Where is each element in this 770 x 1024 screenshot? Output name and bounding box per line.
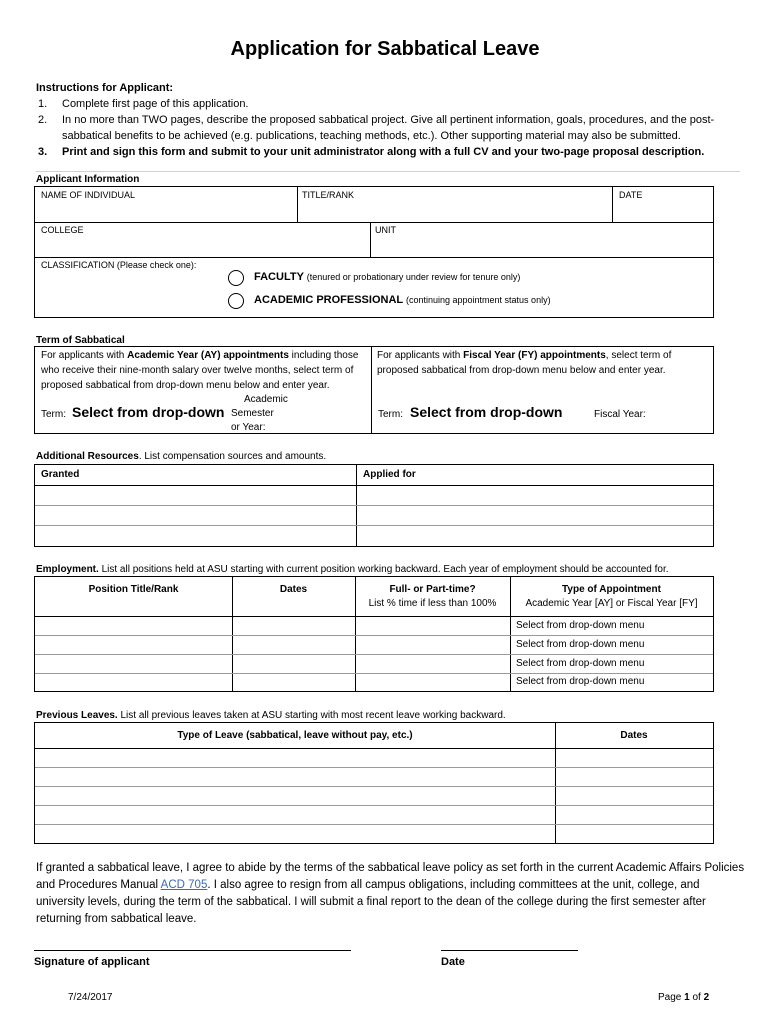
col-divider xyxy=(370,222,371,257)
fullpart-header: Full- or Part-time? xyxy=(389,584,476,595)
col-divider xyxy=(297,187,298,222)
row-divider xyxy=(35,525,713,526)
ay-text-bold: Academic Year (AY) appointments xyxy=(127,350,289,361)
leaves-label-note: List all previous leaves taken at ASU starting with most recent leave working backward. xyxy=(117,710,506,721)
type-header: Type of Appointment xyxy=(562,584,661,595)
signature-date-label: Date xyxy=(441,956,465,968)
date-label: DATE xyxy=(619,190,643,200)
instruction-item xyxy=(36,96,748,112)
footer-date: 7/24/2017 xyxy=(68,992,113,1003)
granted-header: Granted xyxy=(41,469,80,480)
applicant-section-label: Applicant Information xyxy=(36,174,140,185)
page-title: Application for Sabbatical Leave xyxy=(230,38,540,60)
row-divider xyxy=(35,748,713,749)
name-label: NAME OF INDIVIDUAL xyxy=(41,190,136,200)
leave-type-header: Type of Leave (sabbatical, leave without pay, etc.) xyxy=(177,730,413,741)
page-total: 2 xyxy=(703,992,710,1003)
page-current: 1 xyxy=(684,992,690,1003)
agreement-statement xyxy=(36,860,746,928)
academic-semester-label xyxy=(231,393,288,435)
fullpart-subheader: List % time if less than 100% xyxy=(368,598,497,609)
employment-label-bold: Employment. xyxy=(36,564,99,575)
section-divider xyxy=(36,171,740,172)
resources-section-label xyxy=(36,451,326,462)
year-label-line: or Year: xyxy=(231,422,266,433)
academic-professional-option xyxy=(254,294,551,306)
instruction-text: Print and sign this form and submit to your unit administrator along with a full CV and your two-page proposal description. xyxy=(62,146,705,158)
row-divider xyxy=(35,673,713,674)
row-divider xyxy=(35,616,713,617)
instruction-text: In no more than TWO pages, describe the proposed sabbatical project. Give all pertinent information, goals, procedures, and the post-sabbatical benefits to be achieved (e.g. publications, teaching methods, etc.). Other supporting material may also be submitted. xyxy=(62,114,715,142)
academic-professional-option-note: (continuing appointment status only) xyxy=(405,295,551,305)
term-table xyxy=(34,346,714,434)
page-number xyxy=(658,992,709,1003)
fy-text-pre: For applicants with xyxy=(377,350,464,361)
resources-table xyxy=(34,464,714,547)
leaves-label-bold: Previous Leaves. xyxy=(36,710,118,721)
position-header: Position Title/Rank xyxy=(88,584,179,595)
fy-text-post: , select term of proposed sabbatical from drop-down menu below and enter year. xyxy=(377,350,672,376)
row-divider xyxy=(35,824,713,825)
applicant-info-table xyxy=(34,186,714,318)
signature-line[interactable] xyxy=(34,950,351,951)
instructions-heading: Instructions for Applicant: xyxy=(36,82,174,94)
name-field[interactable] xyxy=(41,190,135,200)
of-word: of xyxy=(689,992,704,1003)
title-field[interactable] xyxy=(302,190,354,200)
unit-label: UNIT xyxy=(375,225,396,235)
classification-label: CLASSIFICATION (Please check one): xyxy=(41,260,197,270)
faculty-option-label: FACULTY xyxy=(254,271,304,283)
type-subheader: Academic Year [AY] or Fiscal Year [FY] xyxy=(525,598,698,609)
appointment-type-dropdown[interactable]: Select from drop-down menu xyxy=(516,639,645,650)
col-divider xyxy=(555,723,556,843)
ay-term-dropdown[interactable]: Select from drop-down xyxy=(72,404,225,420)
ay-text-post: including those who receive their nine-month salary over twelve months, select term of proposed sabbatical from drop-down menu below and enter year. xyxy=(41,350,359,391)
ay-instructions xyxy=(41,348,369,393)
academic-label-line: Academic xyxy=(244,394,288,405)
academic-professional-radio[interactable] xyxy=(228,293,244,309)
instruction-text: Complete first page of this application. xyxy=(62,98,249,110)
resources-label-bold: Additional Resources xyxy=(36,451,139,462)
appointment-type-dropdown[interactable]: Select from drop-down menu xyxy=(516,620,645,631)
dates-header: Dates xyxy=(279,584,308,595)
row-divider xyxy=(35,767,713,768)
employment-section-label xyxy=(36,564,669,575)
fy-term-dropdown[interactable]: Select from drop-down xyxy=(410,404,563,420)
faculty-option xyxy=(254,271,520,283)
applied-for-header: Applied for xyxy=(363,469,416,480)
fy-instructions xyxy=(377,348,707,378)
row-divider xyxy=(35,505,713,506)
appointment-type-dropdown[interactable]: Select from drop-down menu xyxy=(516,658,645,669)
ay-term-label: Term: xyxy=(41,409,66,420)
employment-label-note: List all positions held at ASU starting with current position working backward. Each year of employment should be accounted for. xyxy=(98,564,669,575)
signature-label: Signature of applicant xyxy=(34,956,150,968)
unit-field[interactable] xyxy=(375,225,396,235)
leave-dates-header: Dates xyxy=(620,730,648,741)
page-word: Page xyxy=(658,992,685,1003)
instructions-list xyxy=(36,96,748,160)
instruction-item xyxy=(36,112,748,144)
row-divider xyxy=(35,635,713,636)
statement-text-2: . I also agree to resign from all campus obligations, including committees at the unit, college, and university levels, during the term of the sabbatical. I will submit a final report to the dean of the college during the first semester after returning from sabbatical leave. xyxy=(36,879,706,925)
row-divider xyxy=(35,786,713,787)
instruction-item xyxy=(36,144,748,160)
row-divider xyxy=(35,654,713,655)
row-divider xyxy=(35,222,713,223)
faculty-radio[interactable] xyxy=(228,270,244,286)
leaves-table xyxy=(34,722,714,844)
term-section-label: Term of Sabbatical xyxy=(36,335,125,346)
instruction-number: 2. xyxy=(38,114,48,126)
fiscal-year-label: Fiscal Year: xyxy=(594,409,646,420)
faculty-option-note: (tenured or probationary under review for tenure only) xyxy=(306,272,521,282)
title-label: TITLE/RANK xyxy=(302,190,355,200)
ay-text-pre: For applicants with xyxy=(41,350,128,361)
acd-705-link[interactable]: ACD 705 xyxy=(160,879,208,891)
row-divider xyxy=(35,257,713,258)
col-divider xyxy=(612,187,613,222)
row-divider xyxy=(35,485,713,486)
college-field[interactable] xyxy=(41,225,84,235)
instruction-number: 1. xyxy=(38,98,48,110)
academic-professional-option-label: ACADEMIC PROFESSIONAL xyxy=(254,294,403,306)
fy-term-label: Term: xyxy=(378,409,403,420)
fy-text-bold: Fiscal Year (FY) appointments xyxy=(463,350,606,361)
col-divider xyxy=(371,347,372,433)
resources-label-note: . List compensation sources and amounts. xyxy=(138,451,327,462)
date-signature-line[interactable] xyxy=(441,950,578,951)
row-divider xyxy=(35,805,713,806)
instruction-number: 3. xyxy=(38,146,48,158)
statement-text-1: If granted a sabbatical leave, I agree to abide by the terms of the sabbatical leave policy as set forth in the current Academic Affairs Policies and Procedures Manual xyxy=(36,862,745,891)
appointment-type-dropdown[interactable]: Select from drop-down menu xyxy=(516,676,645,687)
college-label: COLLEGE xyxy=(41,225,84,235)
date-field[interactable] xyxy=(619,190,642,200)
leaves-section-label xyxy=(36,710,506,721)
semester-label-line: Semester xyxy=(231,408,274,419)
employment-table xyxy=(34,576,714,692)
